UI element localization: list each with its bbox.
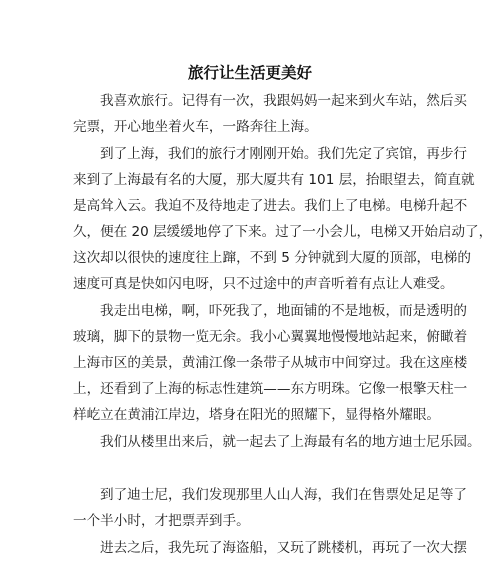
paragraph-1-line-1: 我喜欢旅行。记得有一次，我跟妈妈一起来到火车站，然后买 [100,93,468,109]
article-title: 旅行让生活更美好 [187,64,312,82]
paragraph-2-line-1: 到了上海，我们的旅行才刚刚开始。我们先定了宾馆，再步行 [100,146,468,162]
paragraph-2-line-2: 来到了上海最有名的大厦，那大厦共有 101 层，抬眼望去，简直就 [73,172,475,188]
paragraph-3-line-2: 玻璃，脚下的景物一览无余。我小心翼翼地慢慢地站起来，俯瞰着 [73,329,468,345]
paragraph-5-line-2: 一个半小时，才把票弄到手。 [73,513,250,529]
paragraph-2-line-6: 速度可真是快如闪电呀，只不过途中的声音听着有点让人难受。 [73,276,454,292]
paragraph-2-line-3: 是高耸入云。我迫不及待地走了进去。我们上了电梯。电梯升起不 [73,198,468,214]
paragraph-2-line-5: 这次却以很快的速度往上蹿，不到 5 分钟就到大厦的顶部，电梯的 [73,250,471,266]
paragraph-4-line-1: 我们从楼里出来后，就一起去了上海最有名的地方迪士尼乐园。 [100,434,481,450]
paragraph-2-line-4: 久，便在 20 层缓缓地停了下来。过了一小会儿，电梯又开始启动了， [73,224,493,240]
paragraph-1-line-2: 完票，开心地坐着火车，一路奔往上海。 [73,119,318,135]
paragraph-6-line-1: 进去之后，我先玩了海盗船，又玩了跳楼机，再玩了一次大摆 [100,540,468,556]
paragraph-3-line-5: 样屹立在黄浦江岸边，塔身在阳光的照耀下，显得格外耀眼。 [73,407,441,423]
paragraph-3-line-3: 上海市区的美景，黄浦江像一条带子从城市中间穿过。我在这座楼 [73,355,468,371]
paragraph-3-line-1: 我走出电梯，啊，吓死我了，地面铺的不是地板，而是透明的 [100,303,468,319]
paragraph-3-line-4: 上，还看到了上海的标志性建筑——东方明珠。它像一根擎天柱一 [73,381,468,397]
paragraph-5-line-1: 到了迪士尼，我们发现那里人山人海，我们在售票处足足等了 [100,487,468,503]
